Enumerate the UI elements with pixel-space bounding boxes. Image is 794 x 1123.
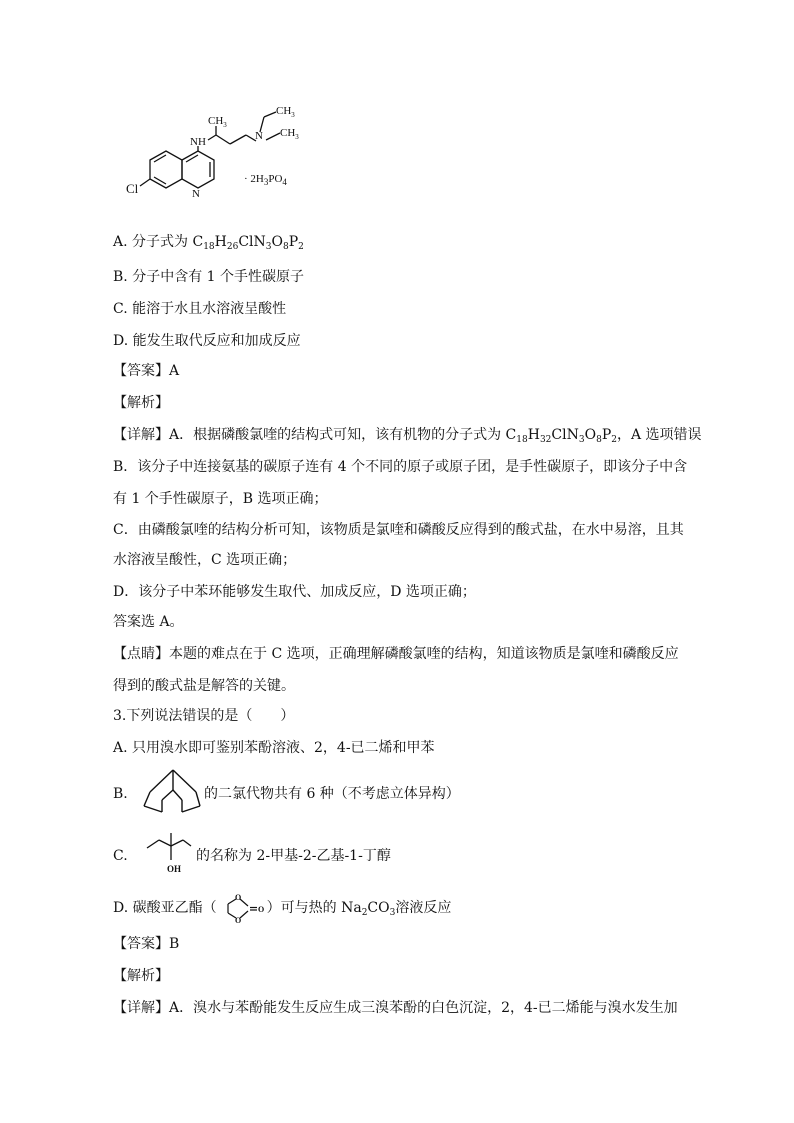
q2-detail-5: 水溶液呈酸性，C 选项正确； bbox=[113, 552, 297, 568]
q2-option-d: D. 能发生取代反应和加成反应 bbox=[113, 333, 301, 349]
q3-option-d: D. 碳酸亚乙酯（ ）可与热的 $Na_2CO_3$溶液反应 bbox=[113, 900, 452, 918]
ring-oxygen-bottom: O bbox=[235, 916, 242, 925]
q2-detail-6: D．该分子中苯环能够发生取代、加成反应，D 选项正确； bbox=[113, 584, 476, 600]
q2-conclusion: 答案选 A。 bbox=[113, 614, 184, 630]
ring-n-label: N bbox=[192, 188, 200, 200]
nh-label: NH bbox=[190, 136, 206, 148]
ch3-branch-label: $CH_3$ bbox=[208, 115, 227, 129]
phosphate-salt-label: · $2H_3PO_4$ bbox=[244, 173, 287, 187]
chloroquine-phosphate-structure bbox=[118, 104, 328, 214]
q2-answer: 【答案】A bbox=[113, 363, 180, 379]
q3-stem: 3.下列说法错误的是（ ） bbox=[113, 708, 295, 724]
oh-label: OH bbox=[167, 864, 182, 874]
q2-option-a: A. 分子式为 $C_{18}H_{26}ClN_3O_8P_2$ bbox=[113, 234, 304, 252]
q3-answer: 【答案】B bbox=[113, 936, 180, 952]
q2-option-b: B. 分子中含有 1 个手性碳原子 bbox=[113, 269, 304, 285]
q3-option-c-label: C. bbox=[113, 848, 128, 864]
q3-option-a: A. 只用溴水即可鉴别苯酚溶液、2，4-已二烯和甲苯 bbox=[113, 740, 435, 756]
q3-option-c-text: 的名称为 2-甲基-2-乙基-1-丁醇 bbox=[196, 848, 391, 864]
bicyclooctane-structure bbox=[140, 766, 206, 816]
q3-option-b-text: 的二氯代物共有 6 种（不考虑立体异构） bbox=[204, 786, 460, 802]
q2-detail-3: 有 1 个手性碳原子，B 选项正确； bbox=[113, 491, 328, 507]
q2-detail-2: B．该分子中连接氨基的碳原子连有 4 个不同的原子或原子团，是手性碳原子，即该分子中含 bbox=[113, 459, 688, 475]
q2-analysis-heading: 【解析】 bbox=[113, 395, 169, 411]
q2-option-c: C. 能溶于水且水溶液呈酸性 bbox=[113, 301, 287, 317]
cl-label: Cl bbox=[126, 181, 139, 196]
methyl-ethyl-butanol-structure bbox=[145, 830, 195, 876]
n-label: N bbox=[255, 130, 263, 142]
ring-oxygen-top: O bbox=[235, 893, 242, 902]
ch3-top-label: $CH_3$ bbox=[276, 105, 295, 119]
ch3-right-label: $CH_3$ bbox=[280, 127, 299, 141]
q3-detail-1: 【详解】A．溴水与苯酚能发生反应生成三溴苯酚的白色沉淀，2，4-已二烯能与溴水发生加 bbox=[113, 1000, 678, 1016]
q3-option-b-label: B. bbox=[113, 786, 128, 802]
q2-detail-4: C．由磷酸氯喹的结构分析可知，该物质是氯喹和磷酸反应得到的酸式盐，在水中易溶，且其 bbox=[113, 522, 684, 538]
q3-analysis-heading: 【解析】 bbox=[113, 968, 169, 984]
q2-tip-2: 得到的酸式盐是解答的关键。 bbox=[113, 678, 295, 694]
q2-detail-1: 【详解】A．根据磷酸氯喹的结构式可知，该有机物的分子式为 $C_{18}H_{32}ClN_3O_8P_2$，A 选项错误 bbox=[113, 427, 702, 445]
ethylene-carbonate-structure bbox=[222, 890, 270, 926]
q2-tip-1: 【点睛】本题的难点在于 C 选项，正确理解磷酸氯喹的结构，知道该物质是氯喹和磷酸反应 bbox=[113, 646, 679, 662]
carbonyl-oxygen: O bbox=[258, 905, 265, 914]
